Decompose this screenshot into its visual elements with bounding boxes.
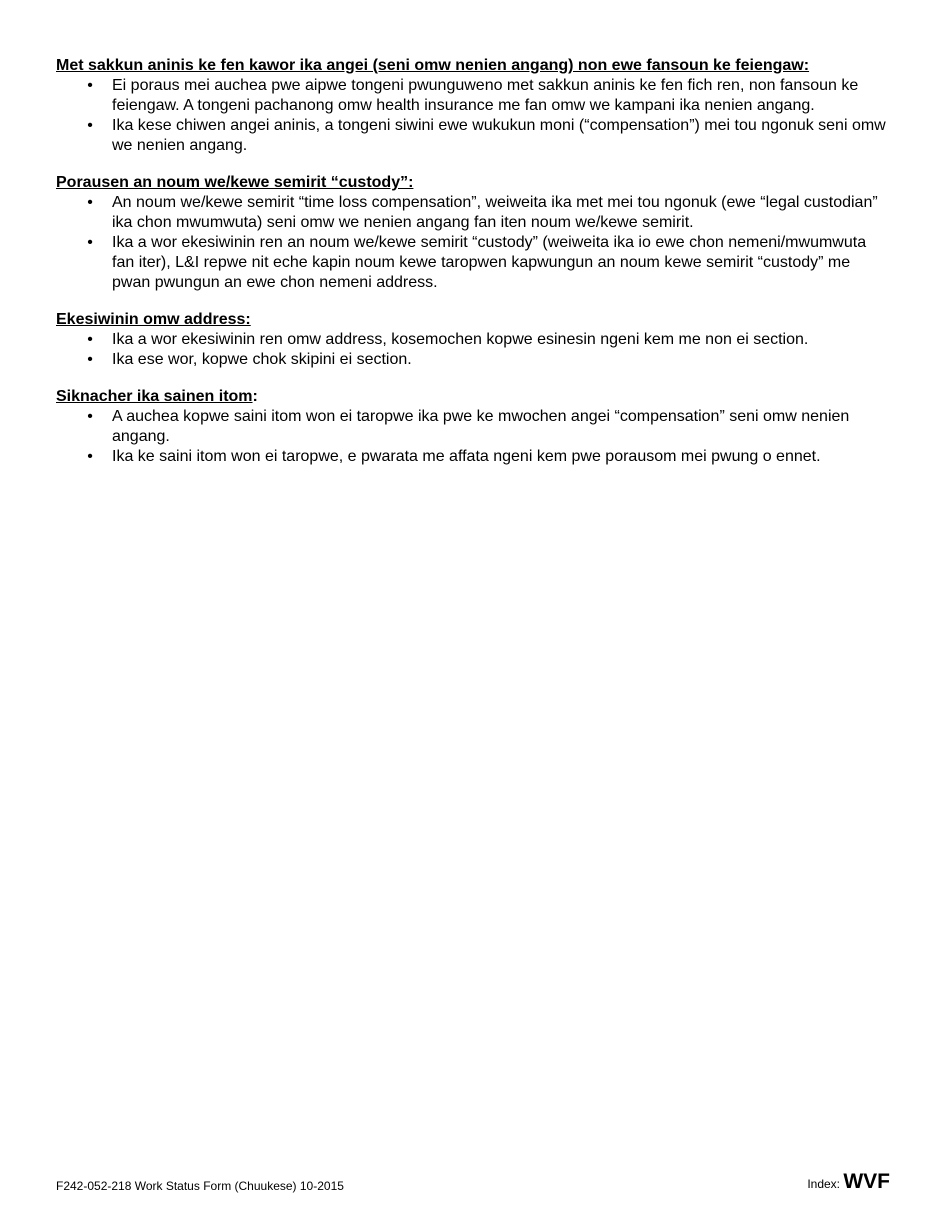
footer-index-label: Index:: [807, 1177, 844, 1191]
footer-index: [807, 1170, 890, 1196]
bullet-icon: •: [87, 77, 93, 94]
list-item-text: Ika kese chiwen angei aninis, a tongeni siwini ewe wukukun moni (“compensation”) mei tou ngonuk seni omw we nenien angang.: [112, 117, 886, 154]
section-heading-text: Met sakkun aninis ke fen kawor ika angei (seni omw nenien angang) non ewe fansoun ke feiengaw:: [56, 57, 810, 74]
section-signature: [56, 387, 892, 467]
section-heading-suffix: :: [252, 388, 258, 405]
section-heading: [56, 387, 892, 407]
list-item: [56, 76, 892, 116]
footer-index-code: WVF: [843, 1170, 890, 1193]
bullet-list: [56, 193, 892, 293]
list-item: [56, 350, 892, 370]
bullet-icon: •: [87, 448, 93, 465]
footer-form-id: F242-052-218 Work Status Form (Chuukese) 10-2015: [56, 1179, 344, 1193]
section-custody: [56, 173, 892, 293]
list-item: [56, 193, 892, 233]
section-heading-text: Siknacher ika sainen itom: [56, 388, 253, 405]
section-assistance: [56, 56, 892, 156]
list-item-text: An noum we/kewe semirit “time loss compensation”, weiweita ika met mei tou ngonuk (ewe “legal custodian” ika chon mwumwuta) seni omw we nenien angang fan iten noum we/kewe semirit.: [112, 194, 878, 231]
list-item: [56, 407, 892, 447]
bullet-list: [56, 407, 892, 467]
document-body: [56, 56, 892, 484]
list-item: [56, 447, 892, 467]
bullet-icon: •: [87, 234, 93, 251]
list-item-text: Ika a wor ekesiwinin ren an noum we/kewe semirit “custody” (weiweita ika io ewe chon nemeni/mwumwuta fan iter), L&I repwe nit eche kapin noum kewe taropwen kapwungun an noum kewe semirit “custody” me pwan pwungun an ewe chon nemeni address.: [112, 234, 867, 291]
bullet-icon: •: [87, 117, 93, 134]
list-item-text: A auchea kopwe saini itom won ei taropwe ika pwe ke mwochen angei “compensation” seni omw nenien angang.: [112, 408, 850, 445]
bullet-icon: •: [87, 408, 93, 425]
list-item-text: Ika ese wor, kopwe chok skipini ei section.: [112, 351, 412, 368]
list-item-text: Ei poraus mei auchea pwe aipwe tongeni pwunguweno met sakkun aninis ke fen fich ren, non fansoun ke feiengaw. A tongeni pachanong omw health insurance me fan omw we kampani ika nenien angang.: [112, 77, 859, 114]
bullet-list: [56, 76, 892, 156]
bullet-icon: •: [87, 331, 93, 348]
section-heading: [56, 310, 892, 330]
list-item: [56, 233, 892, 293]
section-heading-text: Porausen an noum we/kewe semirit “custody”:: [56, 174, 414, 191]
section-heading: [56, 173, 892, 193]
list-item-text: Ika ke saini itom won ei taropwe, e pwarata me affata ngeni kem pwe porausom mei pwung o ennet.: [112, 448, 821, 465]
section-heading: [56, 56, 892, 76]
list-item-text: Ika a wor ekesiwinin ren omw address, kosemochen kopwe esinesin ngeni kem me non ei section.: [112, 331, 809, 348]
list-item: [56, 116, 892, 156]
bullet-icon: •: [87, 351, 93, 368]
bullet-list: [56, 330, 892, 370]
bullet-icon: •: [87, 194, 93, 211]
section-address: [56, 310, 892, 370]
list-item: [56, 330, 892, 350]
section-heading-text: Ekesiwinin omw address:: [56, 311, 251, 328]
